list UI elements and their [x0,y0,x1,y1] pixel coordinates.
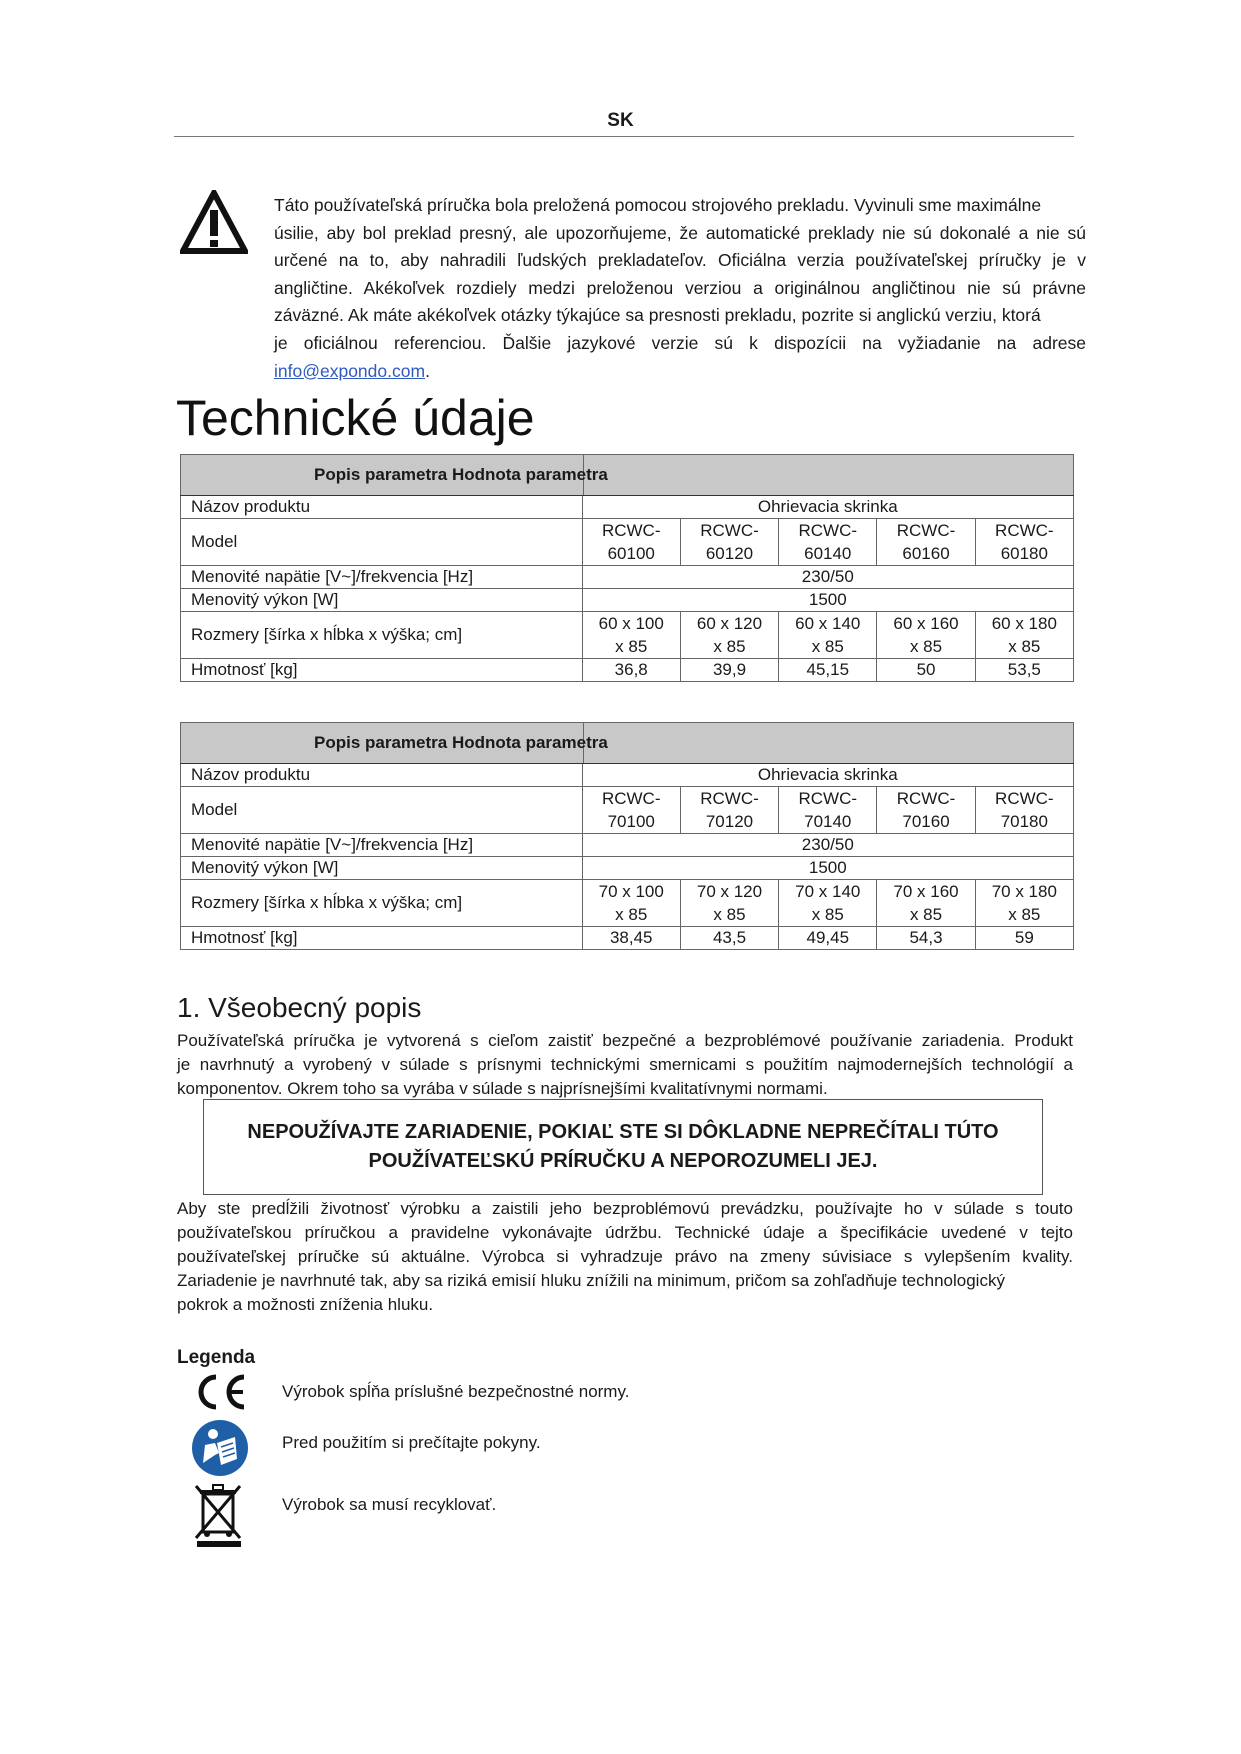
weight-cell-text: 59 [1014,928,1034,947]
model-cell-line1: RCWC- [896,521,956,540]
row-label [181,880,583,927]
dims-cell [975,880,1073,927]
email-link[interactable]: info@expondo.com [274,360,426,381]
row-label-text: Rozmery [šírka x hĺbka x výška; cm] [191,625,463,644]
product-value [582,496,1073,519]
weee-bin-icon [193,1482,245,1548]
row-label-text: Menovitý výkon [W] [191,590,339,609]
model-cell [680,519,778,566]
weight-cell [779,659,877,682]
dims-cell-line1: 70 x 140 [795,882,861,901]
dims-cell [779,612,877,659]
table-header-text: Popis parametra Hodnota parametra [314,465,608,484]
voltage-value [582,834,1073,857]
model-cell [975,787,1073,834]
voltage-value [582,566,1073,589]
model-cell-line2: 60180 [1000,544,1048,563]
weight-cell-text: 45,15 [806,660,850,679]
model-cell-line1: RCWC- [700,521,759,540]
disclaimer-line: úsilie, aby bol preklad presný, ale upozorňujeme, že automatické preklady nie sú dokonalé a nie sú [274,222,1086,243]
dims-cell-line2: x 85 [615,637,648,656]
dims-cell-line1: 60 x 100 [598,614,664,633]
dims-cell-line2: x 85 [811,905,844,924]
row-label-text: Rozmery [šírka x hĺbka x výška; cm] [191,893,463,912]
para-line: Zariadenie je navrhnuté tak, aby sa riziká emisií hluku znížili na minimum, pričom sa zohľadňuje technologický [177,1271,1005,1290]
header-rule [174,136,1074,137]
table-header-text: Popis parametra Hodnota parametra [314,733,608,752]
model-cell [779,519,877,566]
model-cell-line2: 70120 [705,812,754,831]
ce-mark-icon [192,1372,248,1412]
dims-cell-line2: x 85 [1008,637,1041,656]
dims-cell-line2: x 85 [713,637,746,656]
para-line: komponentov. Okrem toho sa vyrába v súlade s najprísnejšími kvalitatívnymi normami. [177,1079,828,1098]
table-row [181,519,1074,566]
model-cell [582,787,680,834]
dims-cell [975,612,1073,659]
model-cell-line1: RCWC- [700,789,759,808]
model-cell-line2: 60120 [705,544,754,563]
weight-cell-text: 38,45 [609,928,653,947]
para-line: používateľskou príručkou a pravidelne vykonávajte údržbu. Technické údaje a špecifikácie uvedené v tejto [177,1223,1073,1242]
dims-cell [582,612,680,659]
table-header-row [181,455,1074,496]
row-label [181,659,583,682]
weight-cell [680,659,778,682]
row-label [181,496,583,519]
row-label-text: Menovité napätie [V~]/frekvencia [Hz] [191,567,474,586]
legend-text: Pred použitím si prečítajte pokyny. [282,1433,541,1452]
spec-table [180,454,1074,682]
dims-cell-line1: 70 x 120 [696,882,763,901]
notice-line: POUŽÍVATEĽSKÚ PRÍRUČKU A NEPOROZUMELI JEJ. [368,1150,878,1172]
model-cell [877,519,975,566]
spec-table [180,722,1074,950]
weight-cell [779,927,877,950]
model-cell-line1: RCWC- [601,789,661,808]
weight-cell [877,659,975,682]
model-cell-line2: 60140 [804,544,852,563]
notice-line: NEPOUŽÍVAJTE ZARIADENIE, POKIAĽ STE SI DÔKLADNE NEPREČÍTALI TÚTO [247,1121,999,1143]
model-cell [779,787,877,834]
row-label-text: Hmotnosť [kg] [191,660,298,679]
table-row [181,659,1074,682]
model-cell [975,519,1073,566]
row-label [181,764,583,787]
product-value-text: Ohrievacia skrinka [757,765,898,784]
table-row [181,880,1074,927]
power-value-text: 1500 [808,858,847,877]
row-label [181,589,583,612]
model-cell-line1: RCWC- [798,789,858,808]
row-label-text: Menovitý výkon [W] [191,858,339,877]
dims-cell-line1: 60 x 120 [696,614,763,633]
section-heading: 1. Všeobecný popis [177,992,422,1023]
table-row [181,927,1074,950]
warning-icon [180,190,248,254]
weight-cell-text: 36,8 [614,660,648,679]
power-value-text: 1500 [808,590,847,609]
product-value [582,764,1073,787]
power-value [582,589,1073,612]
row-label-text: Model [191,532,238,551]
row-label [181,787,583,834]
row-label [181,566,583,589]
dims-cell-line2: x 85 [909,637,943,656]
model-cell-line1: RCWC- [896,789,956,808]
row-label-text: Menovité napätie [V~]/frekvencia [Hz] [191,835,474,854]
para-line: Používateľská príručka je vytvorená s cieľom zaistiť bezpečné a bezproblémové používanie zariadenia. Produkt [177,1031,1073,1050]
dims-cell [582,880,680,927]
model-cell-line1: RCWC- [995,789,1054,808]
disclaimer-line: Táto používateľská príručka bola preložená pomocou strojového prekladu. Vyvinuli sme maximálne [274,195,1042,215]
model-cell-line2: 70180 [1000,812,1048,831]
weight-cell [975,659,1073,682]
dims-cell [877,612,975,659]
model-cell [582,519,680,566]
model-cell [877,787,975,834]
row-label [181,834,583,857]
table-header-row [181,723,1074,764]
disclaimer-line: angličtine. Akékoľvek rozdiely medzi preloženou verziou a originálnou angličtinou nie sú právne [274,277,1086,298]
model-cell-line2: 70160 [902,812,950,831]
legend-text: Výrobok spĺňa príslušné bezpečnostné normy. [282,1382,630,1401]
weight-cell [877,927,975,950]
weight-cell-text: 39,9 [712,660,747,679]
para-line: používateľskej príručke sú aktuálne. Výrobca si vyhradzuje právo na zmeny súvisiace s vylepšením kvality. [177,1247,1073,1266]
weight-cell [582,659,680,682]
table-row [181,612,1074,659]
para-line: pokrok a možnosti zníženia hluku. [177,1295,434,1314]
table-header [181,455,1074,496]
model-cell [680,787,778,834]
weight-cell-text: 50 [916,660,936,679]
para-line: Aby ste predĺžili životnosť výrobku a zaistili jeho bezproblémovú prevádzku, používajte ho v súlade s touto [177,1199,1073,1218]
row-label-text: Hmotnosť [kg] [191,928,298,947]
dims-cell-line2: x 85 [1008,905,1041,924]
row-label [181,612,583,659]
dims-cell-line1: 70 x 160 [893,882,959,901]
weight-cell-text: 49,45 [806,928,850,947]
row-label-text: Názov produktu [191,497,311,516]
weight-cell-text: 54,3 [909,928,943,947]
weight-cell [582,927,680,950]
table-row [181,787,1074,834]
model-cell-line1: RCWC- [601,521,661,540]
product-value-text: Ohrievacia skrinka [757,497,898,516]
model-cell-line1: RCWC- [798,521,858,540]
weight-cell-text: 53,5 [1007,660,1041,679]
row-label [181,857,583,880]
power-value [582,857,1073,880]
dims-cell-line1: 60 x 140 [795,614,861,633]
dims-cell [877,880,975,927]
intro-paragraph [177,1029,1073,1101]
maintenance-paragraph [177,1197,1073,1317]
language-code: SK [607,110,634,131]
model-cell-line2: 70100 [607,812,655,831]
legend-text: Výrobok sa musí recyklovať. [282,1495,497,1514]
dims-cell-line2: x 85 [811,637,844,656]
model-cell-line2: 60100 [607,544,655,563]
warning-notice-box [203,1099,1043,1195]
read-manual-icon [191,1419,249,1477]
weight-cell [680,927,778,950]
dims-cell [680,612,778,659]
row-label [181,519,583,566]
row-label-text: Názov produktu [191,765,311,784]
table-row [181,764,1074,787]
model-cell-line1: RCWC- [995,521,1054,540]
model-cell-line2: 70140 [804,812,852,831]
weight-cell [975,927,1073,950]
weight-cell-text: 43,5 [712,928,747,947]
dims-cell-line1: 70 x 100 [598,882,664,901]
table-header [181,723,1074,764]
model-cell-line2: 60160 [902,544,950,563]
table-row [181,834,1074,857]
dims-cell-line2: x 85 [713,905,746,924]
para-line: je navrhnutý a vyrobený v súlade s prísnymi technickými smernicami s použitím najmodernejších technológií a [177,1055,1073,1074]
table-row [181,496,1074,519]
disclaimer-line: je oficiálnou referenciou. Ďalšie jazykové verzie sú k dispozícii na vyžiadanie na adrese [274,332,1086,353]
disclaimer-line: určené na to, aby nahradili ľudských prekladateľov. Oficiálna verzia používateľskej príručky je v [274,250,1086,271]
dims-cell-line1: 60 x 160 [893,614,959,633]
table-row [181,857,1074,880]
disclaimer-line: záväzné. Ak máte akékoľvek otázky týkajúce sa presnosti prekladu, pozrite si anglickú verziu, ktorá [274,305,1041,326]
row-label-text: Model [191,800,238,819]
dims-cell-line1: 70 x 180 [991,882,1057,901]
page-title: Technické údaje [176,390,535,446]
voltage-value-text: 230/50 [801,567,854,586]
dims-cell-line1: 60 x 180 [991,614,1057,633]
row-label [181,927,583,950]
email-suffix: . [425,360,430,381]
voltage-value-text: 230/50 [801,835,854,854]
dims-cell [680,880,778,927]
table-row [181,589,1074,612]
dims-cell [779,880,877,927]
dims-cell-line2: x 85 [909,905,943,924]
legend-title: Legenda [177,1347,256,1368]
table-row [181,566,1074,589]
dims-cell-line2: x 85 [615,905,648,924]
translation-disclaimer [274,192,1086,385]
